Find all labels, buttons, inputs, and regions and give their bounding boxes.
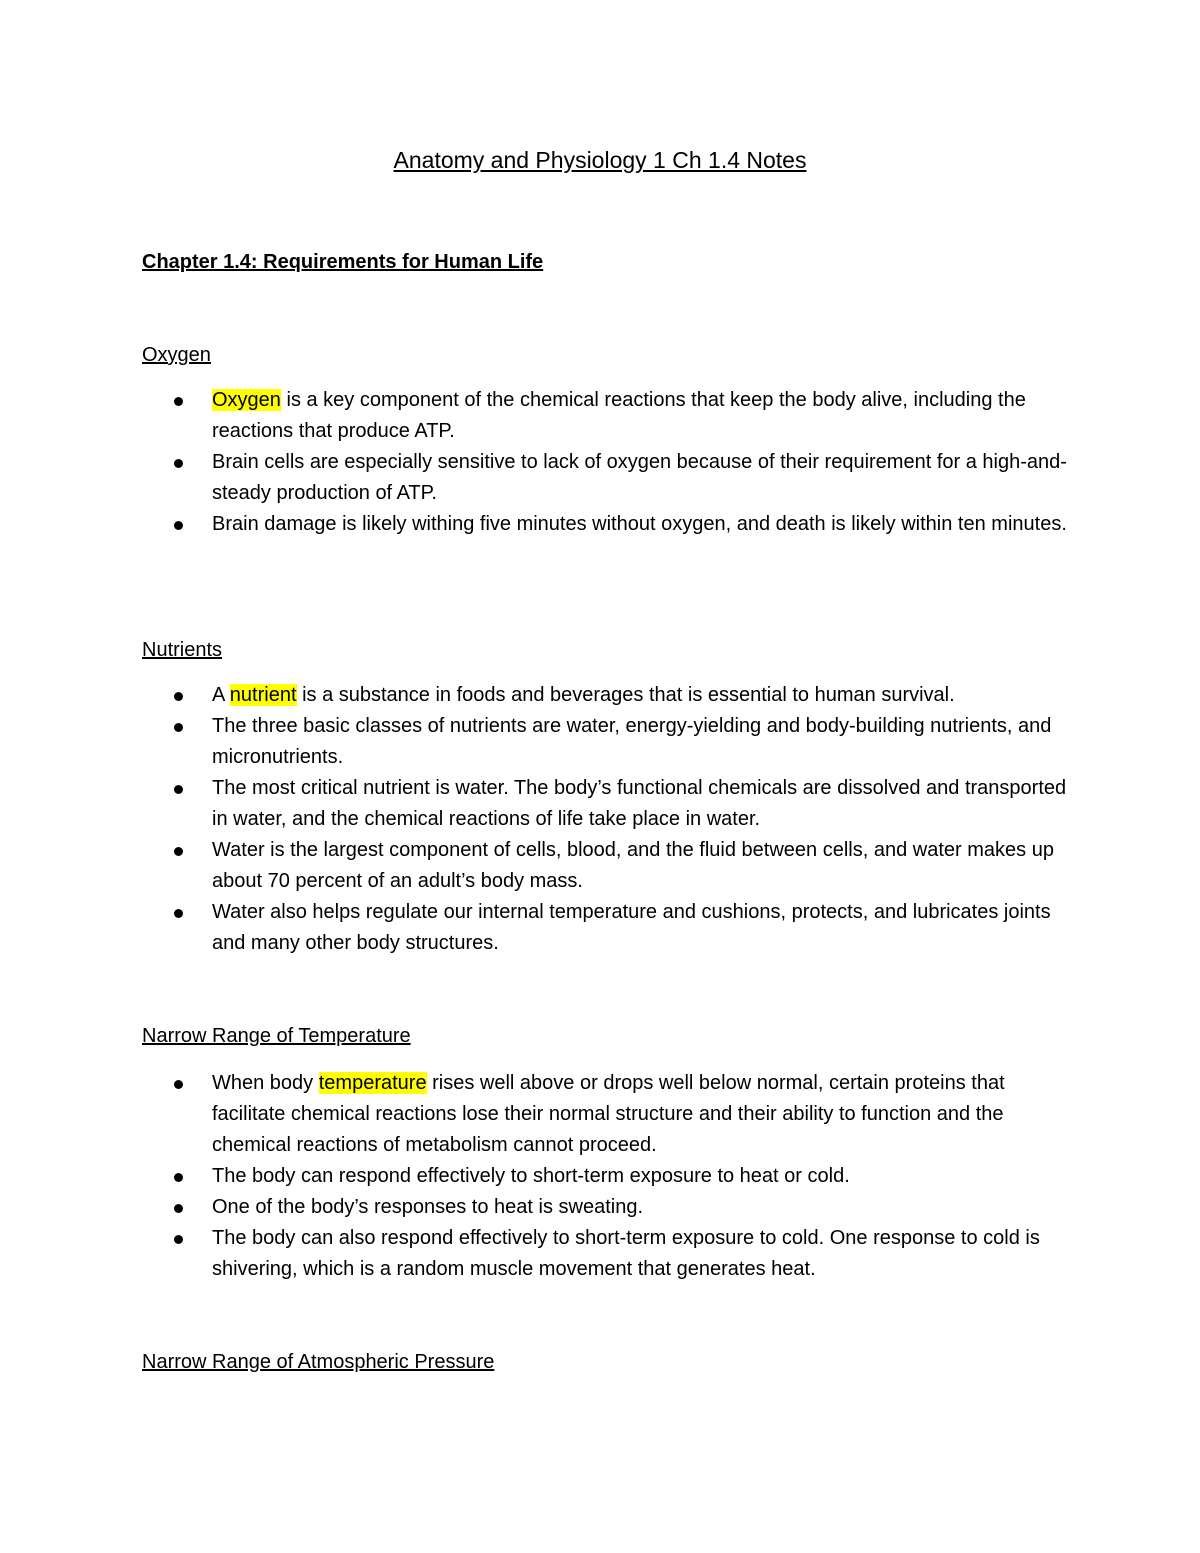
temperature-bullet-list <box>142 1068 1072 1285</box>
section-heading-temperature: Narrow Range of Temperature <box>142 1025 411 1047</box>
bullet-icon <box>174 521 183 530</box>
bullet-text: Water is the largest component of cells, blood, and the fluid between cells, and water makes up about 70 percent of an adult’s body mass. <box>212 839 1054 892</box>
highlighted-term: temperature <box>318 1072 427 1094</box>
bullet-icon <box>174 1204 183 1213</box>
bullet-icon <box>174 785 183 794</box>
highlighted-term: nutrient <box>229 684 297 706</box>
bullet-icon <box>174 1173 183 1182</box>
list-item <box>142 711 1072 773</box>
bullet-icon <box>174 692 183 701</box>
bullet-text: The most critical nutrient is water. The body’s functional chemicals are dissolved and transported in water, and the chemical reactions of life take place in water. <box>212 777 1067 830</box>
section-heading-nutrients: Nutrients <box>142 639 223 661</box>
highlighted-term: Oxygen <box>212 389 281 411</box>
bullet-icon <box>174 397 183 406</box>
bullet-icon <box>174 847 183 856</box>
nutrients-bullet-list <box>142 680 1072 959</box>
bullet-text: Brain cells are especially sensitive to lack of oxygen because of their requirement for a high-and-steady production of ATP. <box>212 451 1067 504</box>
bullet-icon <box>174 459 183 468</box>
list-item <box>142 1068 1072 1161</box>
bullet-text: The body can also respond effectively to short-term exposure to cold. One response to cold is shivering, which is a random muscle movement that generates heat. <box>212 1227 1040 1280</box>
list-item <box>142 447 1072 509</box>
bullet-text: rises well above or drops well below normal, certain proteins that facilitate chemical reactions lose their normal structure and their ability to function and the chemical reactions of metabolism cannot proceed. <box>212 1072 1005 1156</box>
bullet-text: is a substance in foods and beverages that is essential to human survival. <box>296 684 955 706</box>
bullet-text: is a key component of the chemical reactions that keep the body alive, including the reactions that produce ATP. <box>212 389 1026 442</box>
chapter-heading: Chapter 1.4: Requirements for Human Life <box>142 251 544 273</box>
section-heading-oxygen: Oxygen <box>142 344 211 366</box>
bullet-text: When body <box>212 1072 319 1094</box>
list-item <box>142 897 1072 959</box>
bullet-icon <box>174 1080 183 1089</box>
list-item <box>142 1161 1072 1192</box>
oxygen-bullet-list <box>142 385 1072 540</box>
bullet-text: The three basic classes of nutrients are water, energy-yielding and body-building nutrients, and micronutrients. <box>212 715 1052 768</box>
list-item <box>142 773 1072 835</box>
list-item <box>142 835 1072 897</box>
bullet-icon <box>174 1235 183 1244</box>
bullet-icon <box>174 723 183 732</box>
list-item <box>142 1223 1072 1285</box>
document-title: Anatomy and Physiology 1 Ch 1.4 Notes <box>393 147 807 173</box>
list-item <box>142 385 1072 447</box>
bullet-text: One of the body’s responses to heat is sweating. <box>212 1196 644 1218</box>
list-item <box>142 680 1072 711</box>
list-item <box>142 1192 1072 1223</box>
list-item <box>142 509 1072 540</box>
bullet-text: A <box>212 684 230 706</box>
bullet-text: The body can respond effectively to short-term exposure to heat or cold. <box>212 1165 850 1187</box>
bullet-text: Water also helps regulate our internal temperature and cushions, protects, and lubricates joints and many other body structures. <box>212 901 1051 954</box>
bullet-icon <box>174 909 183 918</box>
bullet-text: Brain damage is likely withing five minutes without oxygen, and death is likely within ten minutes. <box>212 513 1067 535</box>
section-heading-atmospheric-pressure: Narrow Range of Atmospheric Pressure <box>142 1351 495 1373</box>
